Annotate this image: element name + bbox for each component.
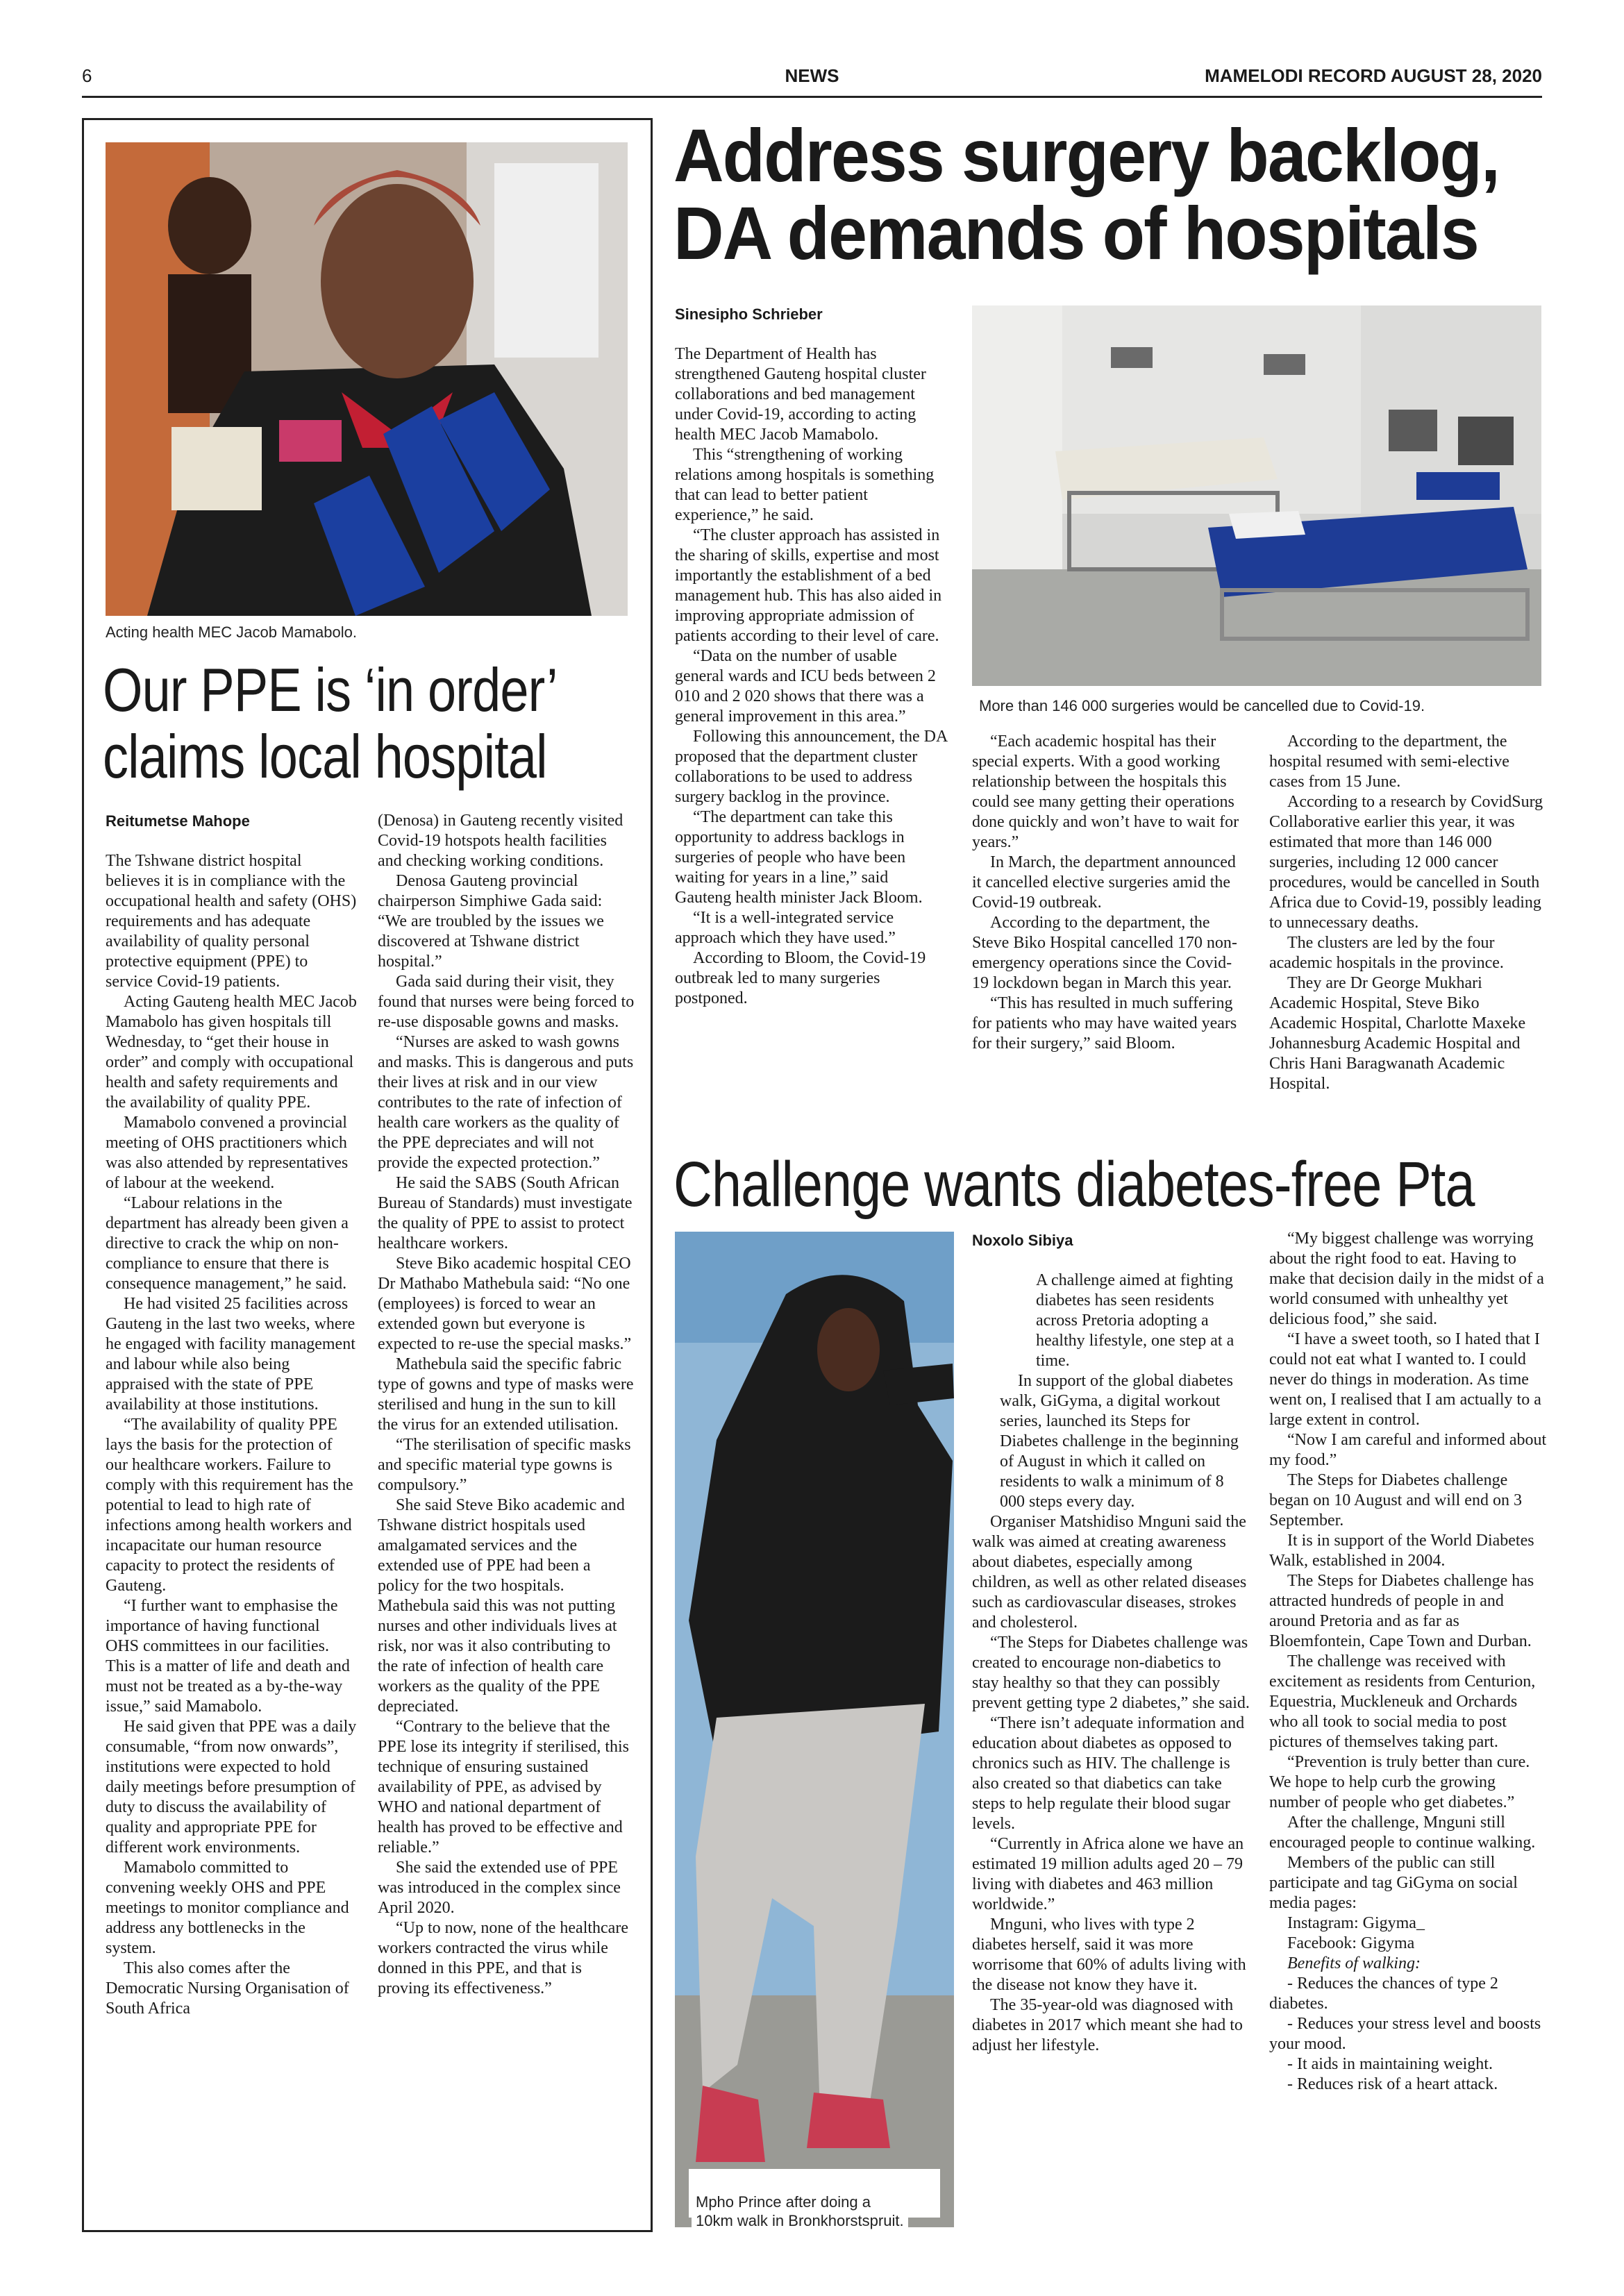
paragraph: The Department of Health has strengthened Gauteng hospital cluster collaborations and bed management under Covid-19, according to acting health MEC Jacob Mamabolo. [675,345,926,444]
paragraph: Instagram: Gigyma_ [1287,1914,1425,1932]
paragraph: “Labour relations in the department has already been given a directive to crack the whip on non-compliance to ensure that there is consequence management,” he said. [106,1194,349,1293]
surgery-byline: Sinesipho Schrieber [675,305,823,323]
paragraph: Organiser Matshidiso Mnguni said the walk was aimed at creating awareness about diabetes, especially among children, as well as other related diseases such as cardiovascular diseases, strokes and cholesterol. [972,1513,1247,1632]
walker-photo-image [675,1232,954,2227]
mec-photo [106,142,628,616]
diabetes-column-2 [1269,1229,1547,2095]
paragraph: Denosa Gauteng provincial chairperson Simphiwe Gada said: “We are troubled by the issues we discovered at Tshwane district hospital.” [378,872,604,971]
paragraph: “Each academic hospital has their special experts. With a good working relationship between the hospitals this could see many getting their operations done quickly and won’t have to wait for years.” [972,732,1239,851]
paragraph: “Currently in Africa alone we have an estimated 19 million adults aged 20 – 79 living with diabetes and 463 million worldwide.” [972,1835,1244,1913]
paragraph: “There isn’t adequate information and education about diabetes as opposed to chronics such as HIV. The challenge is also created so that diabetics can take steps to help regulate their blood sugar levels. [972,1714,1245,1833]
paragraph: Facebook: Gigyma [1287,1934,1415,1952]
paragraph: She said Steve Biko academic and Tshwane district hospitals used amalgamated services and the extended use of PPE had been a policy for the two hospitals. Mathebula said this was not putting nurses and other individuals lives at risk, nor was it also contributing to the rate of infection of health care workers as the quality of the PPE depreciated. [378,1496,625,1716]
paragraph: Mnguni, who lives with type 2 diabetes herself, said it was more worrisome that 60% of adults living with the disease not know they have it. [972,1916,1246,1994]
paragraph: Gada said during their visit, they found that nurses were being forced to re-use disposable gowns and masks. [378,973,635,1031]
paragraph: After the challenge, Mnguni still encouraged people to continue walking. [1269,1813,1536,1852]
hospital-ward-image [972,305,1541,686]
ppe-column-1 [106,851,357,2019]
paragraph: “Contrary to the believe that the PPE lose its integrity if sterilised, this technique of ensuring sustained availability of PPE, as advised by WHO and national department of health has proved to be effective and reliable.” [378,1718,629,1857]
surgery-column-2 [972,732,1248,1054]
ppe-byline: Reitumetse Mahope [106,812,250,830]
diabetes-byline: Noxolo Sibiya [972,1232,1073,1249]
paragraph: The Tshwane district hospital believes it is in compliance with the occupational health and safety (OHS) requirements and has adequate availability of quality personal protective equipment (PPE) to service Covid-19 patients. [106,852,357,991]
paragraph: “Data on the number of usable general wards and ICU beds between 2 010 and 2 020 shows that there was a general improvement in this area.” [675,647,936,726]
paragraph: Members of the public can still participate and tag GiGyma on social media pages: [1269,1854,1518,1912]
paragraph: The challenge was received with excitement as residents from Centurion, Equestria, Muckleneuk and Orchards who all took to social media to post pictures of themselves taking part. [1269,1652,1536,1751]
ppe-headline-line2: claims local hospital [103,722,547,791]
paragraph: It is in support of the World Diabetes Walk, established in 2004. [1269,1532,1534,1570]
paragraph: She said the extended use of PPE was introduced in the complex since April 2020. [378,1859,621,1917]
paragraph: “Now I am careful and informed about my food.” [1269,1431,1547,1469]
paragraph: Mamabolo convened a provincial meeting of OHS practitioners which was also attended by representatives of labour at the weekend. [106,1114,349,1192]
mec-photo-caption: Acting health MEC Jacob Mamabolo. [106,623,357,641]
paragraph: The clusters are led by the four academic hospitals in the province. [1269,934,1504,972]
surgery-column-1 [675,344,947,1009]
paragraph: - Reduces the chances of type 2 diabetes. [1269,1975,1498,2013]
paragraph: “The department can take this opportunity to address backlogs in surgeries of people who have been waiting for years in a line,” said Gauteng health minister Jack Bloom. [675,808,923,907]
paragraph: Steve Biko academic hospital CEO Dr Mathabo Mathebula said: “No one (employees) is forced to wear an extended gown but everyone is expected to re-use the special masks.” [378,1255,632,1353]
paragraph: This “strengthening of working relations among hospitals is something that can lead to better patient experience,” he said. [675,446,935,524]
paragraph: A challenge aimed at fighting diabetes has seen residents across Pretoria adopting a healthy lifestyle, one step at a time. [1036,1271,1234,1370]
paragraph: He said given that PPE was a daily consumable, “from now onwards”, institutions were expected to hold daily meetings before presumption of duty to discuss the availability of quality and appropriate PPE for different work environments. [106,1718,357,1857]
paragraph: Benefits of walking: [1287,1954,1421,1972]
paragraph: “I have a sweet tooth, so I hated that I could not eat what I wanted to. I could never do things in moderation. As time went on, I realised that I am actually to a large extent in control. [1269,1330,1541,1429]
publication-dateline: MAMELODI RECORD AUGUST 28, 2020 [1205,65,1542,86]
walker-photo-caption [692,2191,908,2231]
paragraph: According to the department, the hospital resumed with semi-elective cases from 15 June. [1269,732,1509,791]
paragraph: In support of the global diabetes walk, GiGyma, a digital workout series, launched its Steps for Diabetes challenge in the beginning of August in which it called on residents to walk a minimum of 8 000 steps every day. [1000,1372,1239,1511]
paragraph: “This has resulted in much suffering for patients who may have waited years for their surgery,” said Bloom. [972,994,1237,1053]
paragraph: The 35-year-old was diagnosed with diabetes in 2017 which meant she had to adjust her lifestyle. [972,1996,1243,2054]
surgery-headline-line1: Address surgery backlog, [673,113,1499,197]
paragraph: He said the SABS (South African Bureau of Standards) must investigate the quality of PPE to assist to protect healthcare workers. [378,1174,633,1252]
paragraph: - Reduces your stress level and boosts your mood. [1269,2015,1541,2053]
paragraph: “Prevention is truly better than cure. We hope to help curb the growing number of people who get diabetes.” [1269,1753,1530,1811]
surgery-headline-line2: DA demands of hospitals [673,191,1478,275]
paragraph: “The cluster approach has assisted in the sharing of skills, expertise and most importantly the establishment of a bed management hub. This has also aided in improving appropriate admission of patients according to their level of care. [675,526,942,645]
surgery-column-3 [1269,732,1546,1094]
paragraph: They are Dr George Mukhari Academic Hospital, Steve Biko Academic Hospital, Charlotte Maxeke Johannesburg Academic Hospital and Chris Hani Baragwanath Academic Hospital. [1269,974,1526,1093]
walker-caption-line2: 10km walk in Bronkhorstspruit. [696,2212,904,2229]
paragraph: (Denosa) in Gauteng recently visited Covid-19 hotspots health facilities and checking working conditions. [378,812,623,870]
paragraph: According to the department, the Steve Biko Hospital cancelled 170 non-emergency operations since the Covid-19 lockdown began in March this year. [972,914,1237,992]
paragraph: According to a research by CovidSurg Collaborative earlier this year, it was estimated that more than 146 000 surgeries, including 12 000 cancer procedures, would be cancelled in South Africa due to Covid-19, possibly leading to unnecessary deaths. [1269,793,1543,932]
paragraph: “The Steps for Diabetes challenge was created to encourage non-diabetics to stay healthy so that they can possibly prevent getting type 2 diabetes,” she said. [972,1634,1250,1712]
paragraph: “Nurses are asked to wash gowns and masks. This is dangerous and puts their lives at risk and in our view contributes to the rate of infection of health care workers as the quality of the PPE depreciates and will not provide the expected protection.” [378,1033,634,1172]
diabetes-column-1 [972,1271,1250,2056]
paragraph: - Reduces risk of a heart attack. [1287,2075,1498,2093]
paragraph: The Steps for Diabetes challenge began on 10 August and will end on 3 September. [1269,1471,1522,1530]
paragraph: Acting Gauteng health MEC Jacob Mamabolo has given hospitals till Wednesday, to “get their house in order” and comply with occupational health and safety requirements and the availability of quality PPE. [106,993,357,1112]
paragraph: - It aids in maintaining weight. [1287,2055,1493,2073]
ppe-headline-line1: Our PPE is ‘in order’ [103,655,558,724]
section-label: NEWS [785,65,839,86]
paragraph: “Up to now, none of the healthcare workers contracted the virus while donned in this PPE, and that is proving its effectiveness.” [378,1919,628,1997]
paragraph: Mamabolo committed to convening weekly OHS and PPE meetings to monitor compliance and address any bottlenecks in the system. [106,1859,349,1957]
hospital-ward-photo [972,305,1541,686]
page-header [82,61,1542,98]
paragraph: “The availability of quality PPE lays the basis for the protection of our healthcare workers. Failure to comply with this requirement has the potential to lead to high rate of infections among health workers and incapacitate our human resource capacity to protect the residents of Gauteng. [106,1416,353,1595]
paragraph: Mathebula said the specific fabric type of gowns and type of masks were sterilised and hung in the sun to kill the virus for an extended utilisation. [378,1355,634,1434]
paragraph: In March, the department announced it cancelled elective surgeries amid the Covid-19 outbreak. [972,853,1236,912]
mec-photo-image [106,142,628,616]
walker-caption-line1: Mpho Prince after doing a [696,2193,871,2211]
paragraph: The Steps for Diabetes challenge has attracted hundreds of people in and around Pretoria and as far as Bloemfontein, Cape Town and Durban. [1269,1572,1534,1650]
surgery-headline [673,113,1513,275]
paragraph: According to Bloom, the Covid-19 outbreak led to many surgeries postponed. [675,949,926,1007]
hospital-photo-caption: More than 146 000 surgeries would be cancelled due to Covid-19. [979,697,1425,714]
walker-photo [675,1232,954,2227]
ppe-headline [103,657,593,790]
paragraph: “My biggest challenge was worrying about the right food to eat. Having to make that decision daily in the midst of a world consumed with unhealthy yet delicious food,” she said. [1269,1230,1544,1328]
paragraph: This also comes after the Democratic Nursing Organisation of South Africa [106,1959,349,2018]
paragraph: “It is a well-integrated service approach which they have used.” [675,909,896,947]
paragraph: “I further want to emphasise the importance of having functional OHS committees in our facilities. This is a matter of life and death and must not be treated as a by-the-way issue,” said Mamabolo. [106,1597,350,1716]
paragraph: “The sterilisation of specific masks and specific material type gowns is compulsory.” [378,1436,631,1494]
ppe-column-2 [378,811,635,1999]
diabetes-headline: Challenge wants diabetes-free Pta [673,1149,1475,1220]
paragraph: Following this announcement, the DA proposed that the department cluster collaborations to be used to address surgery backlog in the province. [675,728,947,806]
paragraph: He had visited 25 facilities across Gauteng in the last two weeks, where he engaged with facility management and labour while also being appraised with the state of PPE availability at those institutions. [106,1295,355,1414]
page-number: 6 [82,65,92,86]
